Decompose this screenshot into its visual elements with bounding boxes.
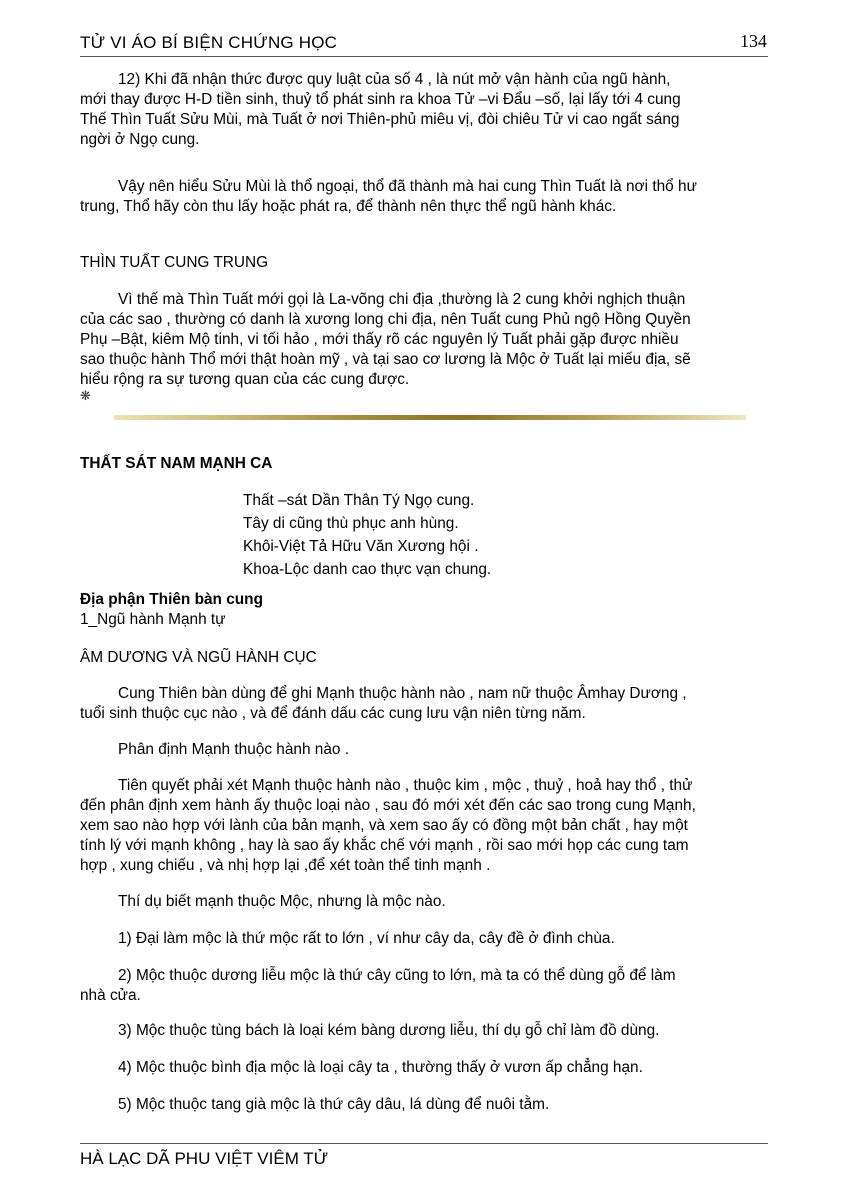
paragraph-phan-dinh [80,740,770,760]
text-line: Thí dụ biết mạnh thuộc Mộc, nhưng là mộc nào. [118,893,446,910]
section-heading-that-sat: THẤT SÁT NAM MẠNH CA [80,455,273,472]
text-line: 5) Mộc thuộc tang già mộc là thứ cây dâu, lá dùng để nuôi tằm. [118,1096,550,1113]
poem [243,489,491,581]
section-heading-am-duong: ÂM DƯƠNG VÀ NGŨ HÀNH CỤC [80,649,317,666]
section-heading-dia-phan: Địa phận Thiên bàn cung [80,591,263,608]
running-header-title: TỬ VI ÁO BÍ BIỆN CHỨNG HỌC [80,33,338,52]
header-rule [80,56,768,57]
poem-line: Khoa-Lộc danh cao thực vạn chung. [243,561,492,578]
text-line: của các sao , thường có danh là xương long chi địa, nên Tuất cung Phủ ngộ Hồng Quyền [80,311,691,328]
text-line: 3) Mộc thuộc tùng bách là loại kém bàng dương liễu, thí dụ gỗ chỉ làm đồ dùng. [118,1022,660,1039]
text-line: trung, Thổ hãy còn thu lấy hoặc phát ra, để thành nên thực thể ngũ hành khác. [80,198,617,215]
text-line: Phụ –Bật, kiêm Mộ tinh, vi tối hảo , mới thấy rõ các nguyên lý Tuất phải gặp được nhiều [80,331,679,348]
text-line: ngời ở Ngọ cung. [80,131,200,148]
text-line: hiểu rộng ra sự tương quan của các cung được. [80,371,410,388]
text-line: 12) Khi đã nhận thức được quy luật của số 4 , là nút mở vận hành của ngũ hành, [118,71,671,88]
list-item [80,929,770,949]
poem-line: Khôi-Việt Tả Hữu Văn Xương hội . [243,538,479,555]
paragraph-12 [80,70,770,150]
section-heading-thin-tuat: THÌN TUẤT CUNG TRUNG [80,254,269,271]
text-line: xem sao nào hợp với lành của bản mạnh, và xem sao ấy có đồng một bản chất , hay một [80,817,688,834]
footer-rule [80,1143,768,1144]
text-line: mới thay được H-D tiền sinh, thuỷ tổ phát sinh ra khoa Tử –vi Đẩu –số, lại lấy tới 4 cung [80,91,681,108]
poem-line: Thất –sát Dần Thân Tý Ngọ cung. [243,492,475,509]
list-item [80,1095,770,1115]
gold-divider [114,415,746,420]
text-line: tuổi sinh thuộc cục nào , và để đánh dấu các cung lưu vận niên từng năm. [80,705,586,722]
poem-line: Tây di cũng thù phục anh hùng. [243,515,459,532]
text-line: đến phân định xem hành ấy thuộc loại nào , sau đó mới xét đến các sao trong cung Mạnh, [80,797,696,814]
page-number: 134 [740,31,767,51]
text-line: Thế Thìn Tuất Sửu Mùi, mà Tuất ở nơi Thiên-phủ miêu vị, đòi chiêu Tử vi cao ngất sáng [80,111,680,128]
text-line: hợp , xung chiếu , và nhị hợp lại ,để xét toàn thể tinh mạnh . [80,857,491,874]
text-line: 1) Đại làm mộc là thứ mộc rất to lớn , ví như cây da, cây đề ở đình chùa. [118,930,615,947]
paragraph-suu-mui [80,177,770,217]
text-line: Tiên quyết phải xét Mạnh thuộc hành nào , thuộc kim , mộc , thuỷ , hoả hay thổ , thử [118,777,693,794]
paragraph-thin-tuat [80,290,770,390]
subheading-ngu-hanh: 1_Ngũ hành Mạnh tự [80,611,226,628]
text-line: Cung Thiên bàn dùng để ghi Mạnh thuộc hành nào , nam nữ thuộc Âmhay Dương , [118,685,687,702]
paragraph-tien-quyet [80,776,770,876]
text-line: Phân định Mạnh thuộc hành nào . [118,741,350,758]
text-line: 2) Mộc thuộc dương liễu mộc là thứ cây cũng to lớn, mà ta có thể dùng gỗ để làm [118,967,676,984]
text-line: 4) Mộc thuộc bình địa mộc là loại cây ta , thường thấy ở vươn ấp chẳng hạn. [118,1059,643,1076]
text-line: Vậy nên hiểu Sửu Mùi là thổ ngoại, thổ đã thành mà hai cung Thìn Tuất là nơi thổ hư [118,178,697,195]
list-item [80,1021,770,1041]
text-line: tính lý với mạnh không , hay là sao ấy khắc chế với mạnh , rồi sao mới họp các cung tam [80,837,689,854]
list-item [80,1058,770,1078]
paragraph-thi-du [80,892,770,912]
ornament-icon: ❋ [80,388,91,403]
list-item [80,966,770,1006]
text-line: nhà cửa. [80,987,141,1004]
paragraph-thien-ban [80,684,770,724]
text-line: sao thuộc hành Thổ mới thật hoàn mỹ , và tại sao cơ lương là Mộc ở Tuất lại miếu địa, sẽ [80,351,691,368]
text-line: Vì thế mà Thìn Tuất mới gọi là La-võng chi địa ,thường là 2 cung khởi nghịch thuận [118,291,686,308]
running-footer: HÀ LẠC DÃ PHU VIỆT VIÊM TỬ [80,1149,329,1168]
